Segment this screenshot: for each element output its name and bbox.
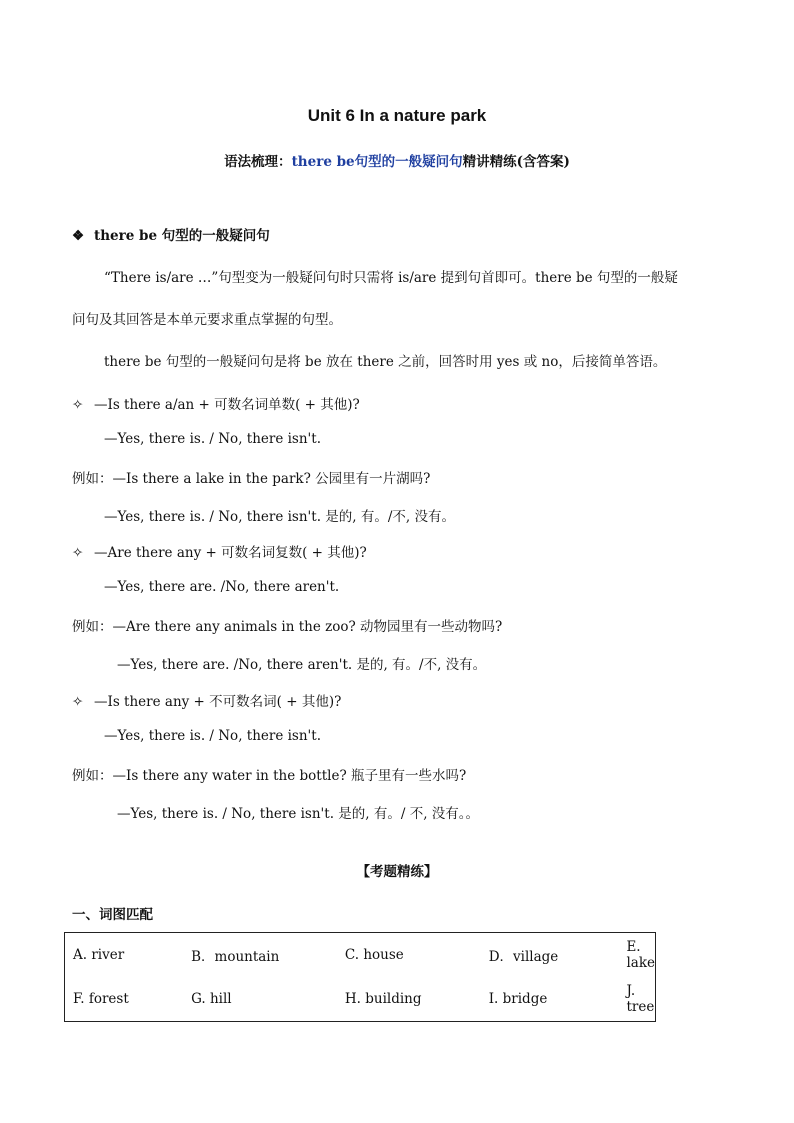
example-label: 例如：	[72, 619, 113, 635]
pattern-question	[72, 393, 360, 413]
table-cell: J. tree	[626, 983, 655, 1015]
table-cell: H. building	[344, 991, 422, 1007]
pattern-answer: —Yes, there is. / No, there isn't.	[104, 728, 321, 744]
table-cell: A. river	[73, 947, 125, 963]
subtitle-suffix: 精讲精练(含答案)	[462, 154, 570, 170]
table-cell: D．village	[488, 949, 559, 965]
example-question	[72, 467, 430, 487]
sparkle-bullet-icon: ✧	[72, 545, 84, 561]
table-cell: I. bridge	[488, 991, 548, 1007]
sparkle-bullet-icon: ✧	[72, 397, 84, 413]
example-label: 例如：	[72, 768, 113, 784]
example-answer: —Yes, there is. / No, there isn't. 是的, 有。/ 不, 没有。。	[117, 806, 480, 822]
diamond-bullet-icon: ❖	[72, 228, 85, 244]
pattern-question-text: —Is there a/an + 可数名词单数( + 其他)?	[94, 397, 360, 413]
pattern-answer: —Yes, there are. /No, there aren't.	[104, 579, 340, 595]
practice-heading: 【考题精练】	[356, 864, 438, 880]
paragraph-2: there be 句型的一般疑问句是将 be 放在 there 之前，回答时用 yes 或 no，后接简单答语。	[104, 354, 667, 370]
word-match-table	[64, 932, 656, 1022]
page-subtitle	[0, 150, 794, 170]
example-question-text: —Is there a lake in the park? 公园里有一片湖吗?	[112, 471, 431, 487]
example-answer: —Yes, there is. / No, there isn't. 是的, 有。/不, 没有。	[104, 509, 455, 525]
section-heading-text: there be 句型的一般疑问句	[94, 228, 270, 244]
section-heading	[72, 224, 270, 244]
example-question-text: —Is there any water in the bottle? 瓶子里有一些水吗?	[112, 768, 467, 784]
table-cell: C. house	[344, 947, 404, 963]
example-label: 例如：	[72, 471, 113, 487]
example-question	[72, 764, 466, 784]
paragraph-1-line-1: “There is/are …”句型变为一般疑问句时只需将 is/are 提到句首即可。there be 句型的一般疑	[104, 270, 678, 286]
pattern-question-text: —Are there any + 可数名词复数( + 其他)?	[94, 545, 367, 561]
table-row	[65, 933, 656, 978]
pattern-question	[72, 541, 367, 561]
table-row	[65, 977, 656, 1022]
part-1-title: 一、词图匹配	[72, 907, 153, 923]
example-answer: —Yes, there are. /No, there aren't. 是的, 有。/不, 没有。	[117, 657, 487, 673]
pattern-question	[72, 690, 341, 710]
page-title: Unit 6 In a nature park	[307, 106, 487, 125]
subtitle-prefix: 语法梳理：	[224, 154, 292, 170]
subtitle-highlight: there be句型的一般疑问句	[291, 154, 463, 170]
pattern-question-text: —Is there any + 不可数名词( + 其他)?	[94, 694, 342, 710]
example-question-text: —Are there any animals in the zoo? 动物园里有一些动物吗?	[112, 619, 503, 635]
sparkle-bullet-icon: ✧	[72, 694, 84, 710]
table-cell: B．mountain	[191, 949, 280, 965]
table-cell: G. hill	[191, 991, 232, 1007]
pattern-answer: —Yes, there is. / No, there isn't.	[104, 431, 321, 447]
table-cell: E. lake	[626, 939, 655, 971]
table-cell: F. forest	[73, 991, 129, 1007]
example-question	[72, 615, 502, 635]
paragraph-1-line-2: 问句及其回答是本单元要求重点掌握的句型。	[72, 312, 342, 328]
